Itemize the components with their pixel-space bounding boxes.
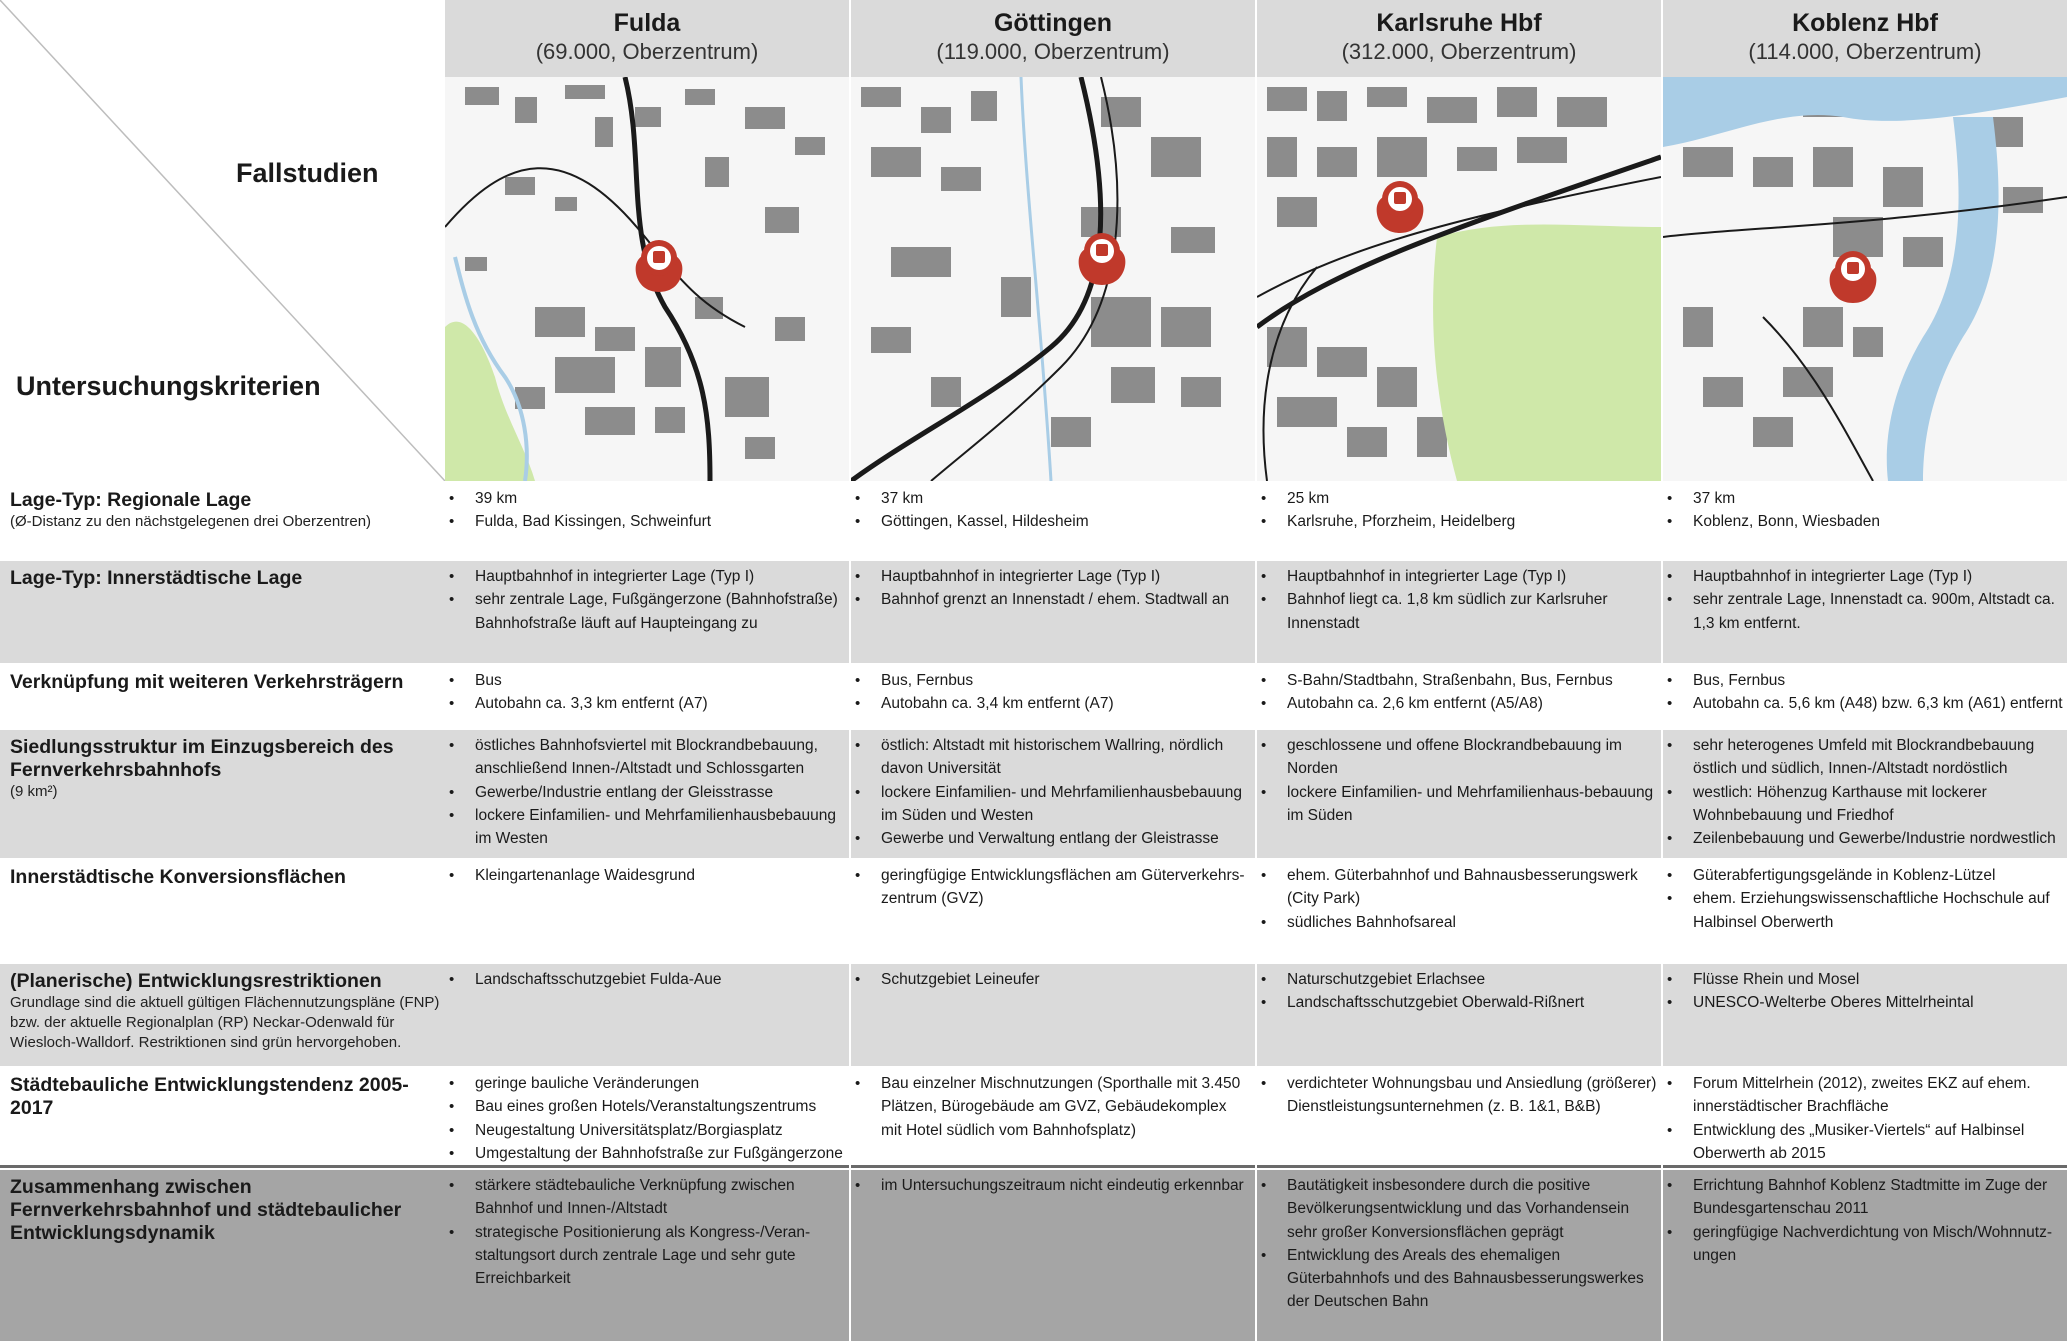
list-item: • 37 km	[1693, 487, 2063, 510]
list-item: • Forum Mittelrhein (2012), zweites EKZ auf ehem. innerstädtischer Brachfläche	[1693, 1072, 2063, 1119]
cell-koblenz	[1663, 860, 2063, 934]
case-studies-heading: Fallstudien	[236, 158, 379, 188]
city-name: Koblenz Hbf	[1792, 9, 1938, 37]
cell-karlsruhe	[1257, 483, 1657, 534]
cell-fulda	[445, 964, 845, 991]
list-item: • 25 km	[1287, 487, 1657, 510]
cell-karlsruhe	[1257, 964, 1657, 1015]
cell-goettingen	[851, 964, 1251, 991]
city-population: (114.000, Oberzentrum)	[1748, 39, 1982, 64]
list-item: • geringfügige Entwicklungsflächen am Güterverkehrs-zentrum (GVZ)	[881, 864, 1251, 911]
criterion-title: Zusammenhang zwischen Fernverkehrsbahnhof und städtebaulicher Entwicklungsdynamik	[10, 1176, 402, 1244]
criterion-desc: Grundlage sind die aktuell gültigen Flächennutzungspläne (FNP) bzw. der aktuelle Regionalplan (RP) Neckar-Odenwald für Wiesloch-Walldorf. Restriktionen sind grün hervorgehoben.	[10, 994, 440, 1051]
list-item: • Hauptbahnhof in integrierter Lage (Typ I)	[475, 565, 845, 588]
criterion	[10, 1176, 440, 1245]
cell-koblenz	[1663, 665, 2063, 716]
list-item: • Errichtung Bahnhof Koblenz Stadtmitte im Zuge der Bundesgartenschau 2011	[1693, 1174, 2063, 1221]
list-item: • Koblenz, Bonn, Wiesbaden	[1693, 510, 2063, 533]
cell-karlsruhe	[1257, 860, 1657, 934]
list-item: • Landschaftsschutzgebiet Fulda-Aue	[475, 968, 845, 991]
cell-fulda	[445, 665, 845, 716]
list-item: • stärkere städtebauliche Verknüpfung zwischen Bahnhof und Innen-/Altstadt	[475, 1174, 845, 1221]
criterion	[10, 1074, 440, 1120]
map-karlsruhe	[1257, 77, 1661, 481]
cell-fulda	[445, 1170, 845, 1290]
list-item: • ehem. Erziehungswissenschaftliche Hochschule auf Halbinsel Oberwerth	[1693, 887, 2063, 934]
row-conversion-areas	[0, 860, 2067, 962]
cell-fulda	[445, 561, 845, 635]
city-header-goettingen	[851, 0, 1255, 77]
list-item: • Bahnhof grenzt an Innenstadt / ehem. Stadtwall an	[881, 588, 1251, 611]
criterion	[10, 866, 440, 889]
cell-koblenz	[1663, 964, 2063, 1015]
list-item: • östlich: Altstadt mit historischem Wallring, nördlich davon Universität	[881, 734, 1251, 781]
cell-fulda	[445, 730, 845, 850]
criterion-title: Städtebauliche Entwicklungstendenz 2005-2017	[10, 1074, 409, 1119]
criterion-title: Siedlungsstruktur im Einzugsbereich des Fernverkehrsbahnhofs	[10, 736, 394, 781]
cell-koblenz	[1663, 1068, 2063, 1165]
list-item: • Entwicklung des „Musiker-Viertels“ auf Halbinsel Oberwerth ab 2015	[1693, 1119, 2063, 1166]
list-item: • Naturschutzgebiet Erlachsee	[1287, 968, 1657, 991]
list-item: • Schutzgebiet Leineufer	[881, 968, 1251, 991]
list-item: • sehr heterogenes Umfeld mit Blockrandbebauung östlich und südlich, Innen-/Altstadt nordöstlich	[1693, 734, 2063, 781]
list-item: • Autobahn ca. 2,6 km entfernt (A5/A8)	[1287, 692, 1657, 715]
list-item: • Bus, Fernbus	[881, 669, 1251, 692]
list-item: • 37 km	[881, 487, 1251, 510]
list-item: • Gewerbe/Industrie entlang der Gleisstrasse	[475, 781, 845, 804]
city-header-karlsruhe	[1257, 0, 1661, 77]
list-item: • Kleingartenanlage Waidesgrund	[475, 864, 845, 887]
list-item: • Umgestaltung der Bahnhofstraße zur Fußgängerzone	[475, 1142, 845, 1165]
criterion-desc: (9 km²)	[10, 783, 58, 800]
cell-goettingen	[851, 860, 1251, 911]
list-item: • S-Bahn/Stadtbahn, Straßenbahn, Bus, Fernbus	[1287, 669, 1657, 692]
cell-karlsruhe	[1257, 730, 1657, 827]
city-name: Karlsruhe Hbf	[1376, 9, 1542, 37]
list-item: • Fulda, Bad Kissingen, Schweinfurt	[475, 510, 845, 533]
map-goettingen	[851, 77, 1255, 481]
corner-diagonal	[0, 0, 445, 481]
criterion	[10, 489, 440, 532]
city-name: Fulda	[613, 9, 681, 37]
column-divider	[1255, 0, 1257, 1341]
criteria-heading: Untersuchungskriterien	[16, 371, 321, 401]
row-regional-location	[0, 483, 2067, 559]
cell-koblenz	[1663, 1170, 2063, 1267]
list-item: • lockere Einfamilien- und Mehrfamilienhaus-bebauung im Süden	[1287, 781, 1657, 828]
cell-fulda	[445, 483, 845, 534]
cell-fulda	[445, 1068, 845, 1165]
cell-koblenz	[1663, 730, 2063, 850]
cell-goettingen	[851, 730, 1251, 850]
list-item: • Landschaftsschutzgebiet Oberwald-Rißnert	[1287, 991, 1657, 1014]
list-item: • im Untersuchungszeitraum nicht eindeutig erkennbar	[881, 1174, 1251, 1197]
cell-fulda	[445, 860, 845, 887]
map-koblenz	[1663, 77, 2067, 481]
criterion	[10, 736, 440, 802]
cell-koblenz	[1663, 483, 2063, 534]
criterion-title: Lage-Typ: Innerstädtische Lage	[10, 567, 303, 589]
column-divider	[849, 0, 851, 1341]
row-development-trend	[0, 1068, 2067, 1164]
cell-karlsruhe	[1257, 561, 1657, 635]
cell-karlsruhe	[1257, 665, 1657, 716]
cell-goettingen	[851, 1170, 1251, 1197]
criterion-title: Verknüpfung mit weiteren Verkehrsträgern	[10, 671, 404, 693]
list-item: • südliches Bahnhofsareal	[1287, 911, 1657, 934]
list-item: • UNESCO-Welterbe Oberes Mittelrheintal	[1693, 991, 2063, 1014]
park-area	[1433, 225, 1661, 482]
list-item: • sehr zentrale Lage, Innenstadt ca. 900m, Altstadt ca. 1,3 km entfernt.	[1693, 588, 2063, 635]
list-item: • Autobahn ca. 3,3 km entfernt (A7)	[475, 692, 845, 715]
column-divider	[1661, 0, 1663, 1341]
cell-karlsruhe	[1257, 1068, 1657, 1119]
list-item: • sehr zentrale Lage, Fußgängerzone (Bahnhofstraße) Bahnhofstraße läuft auf Haupteingang zu	[475, 588, 845, 635]
list-item: • 39 km	[475, 487, 845, 510]
criterion	[10, 970, 440, 1053]
criterion-desc: (Ø-Distanz zu den nächstgelegenen drei Oberzentren)	[10, 513, 372, 530]
list-item: • lockere Einfamilien- und Mehrfamilienhausbebauung im Westen	[475, 804, 845, 851]
cell-goettingen	[851, 561, 1251, 612]
list-item: • verdichteter Wohnungsbau und Ansiedlung (größerer) Dienstleistungsunternehmen (z. B. 1&1, B&B)	[1287, 1072, 1657, 1119]
list-item: • Bautätigkeit insbesondere durch die positive Bevölkerungsentwicklung und das Vorhandensein sehr großer Konversionsflächen geprägt	[1287, 1174, 1657, 1244]
city-population: (69.000, Oberzentrum)	[535, 39, 759, 64]
list-item: • Autobahn ca. 3,4 km entfernt (A7)	[881, 692, 1251, 715]
map-fulda	[445, 77, 849, 481]
cell-koblenz	[1663, 561, 2063, 635]
row-settlement-structure	[0, 730, 2067, 858]
city-name: Göttingen	[993, 9, 1113, 37]
list-item: • Zeilenbebauung und Gewerbe/Industrie nordwestlich	[1693, 827, 2063, 850]
list-item: • strategische Positionierung als Kongress-/Veran-staltungsort durch zentrale Lage und sehr gute Erreichbarkeit	[475, 1221, 845, 1291]
criterion-title: Innerstädtische Konversionsflächen	[10, 866, 346, 888]
list-item: • ehem. Güterbahnhof und Bahnausbesserungswerk (City Park)	[1287, 864, 1657, 911]
city-population: (119.000, Oberzentrum)	[936, 39, 1170, 64]
list-item: • Hauptbahnhof in integrierter Lage (Typ I)	[1693, 565, 2063, 588]
city-header-koblenz	[1663, 0, 2067, 77]
list-item: • westlich: Höhenzug Karthause mit lockerer Wohnbebauung und Friedhof	[1693, 781, 2063, 828]
cell-goettingen	[851, 665, 1251, 716]
list-item: • Autobahn ca. 5,6 km (A48) bzw. 6,3 km (A61) entfernt	[1693, 692, 2063, 715]
city-population: (312.000, Oberzentrum)	[1341, 39, 1577, 64]
list-item: • östliches Bahnhofsviertel mit Blockrandbebauung, anschließend Innen-/Altstadt und Schlossgarten	[475, 734, 845, 781]
criterion	[10, 671, 440, 694]
row-development-restrictions	[0, 964, 2067, 1066]
list-item: • Bus, Fernbus	[1693, 669, 2063, 692]
list-item: • Gewerbe und Verwaltung entlang der Gleistrasse	[881, 827, 1251, 850]
cell-goettingen	[851, 483, 1251, 534]
list-item: • Flüsse Rhein und Mosel	[1693, 968, 2063, 991]
list-item: • Göttingen, Kassel, Hildesheim	[881, 510, 1251, 533]
list-item: • geringfügige Nachverdichtung von Misch/Wohnnutz-ungen	[1693, 1221, 2063, 1268]
cell-goettingen	[851, 1068, 1251, 1142]
list-item: • geringe bauliche Veränderungen	[475, 1072, 845, 1095]
row-station-development-relation	[0, 1170, 2067, 1341]
city-header-fulda	[445, 0, 849, 77]
list-item: • lockere Einfamilien- und Mehrfamilienhausbebauung im Süden und Westen	[881, 781, 1251, 828]
row-inner-city-location	[0, 561, 2067, 663]
list-item: • Hauptbahnhof in integrierter Lage (Typ I)	[1287, 565, 1657, 588]
list-item: • Bahnhof liegt ca. 1,8 km südlich zur Karlsruher Innenstadt	[1287, 588, 1657, 635]
criterion-title: (Planerische) Entwicklungsrestriktionen	[10, 970, 382, 992]
list-item: • geschlossene und offene Blockrandbebauung im Norden	[1287, 734, 1657, 781]
list-item: • Güterabfertigungsgelände in Koblenz-Lützel	[1693, 864, 2063, 887]
criterion	[10, 567, 440, 590]
list-item: • Entwicklung des Areals des ehemaligen Güterbahnhofs und des Bahnausbesserungswerkes der Deutschen Bahn	[1287, 1244, 1657, 1314]
list-item: • Hauptbahnhof in integrierter Lage (Typ I)	[881, 565, 1251, 588]
list-item: • Bus	[475, 669, 845, 692]
list-item: • Bau einzelner Mischnutzungen (Sporthalle mit 3.450 Plätzen, Bürogebäude am GVZ, Gebäudekomplex mit Hotel südlich vom Bahnhofsplatz)	[881, 1072, 1251, 1142]
list-item: • Bau eines großen Hotels/Veranstaltungszentrums	[475, 1095, 845, 1118]
row-transport-connections	[0, 665, 2067, 728]
list-item: • Karlsruhe, Pforzheim, Heidelberg	[1287, 510, 1657, 533]
criterion-title: Lage-Typ: Regionale Lage	[10, 489, 252, 511]
section-divider	[0, 1165, 2067, 1168]
list-item: • Neugestaltung Universitätsplatz/Borgiasplatz	[475, 1119, 845, 1142]
cell-karlsruhe	[1257, 1170, 1657, 1314]
